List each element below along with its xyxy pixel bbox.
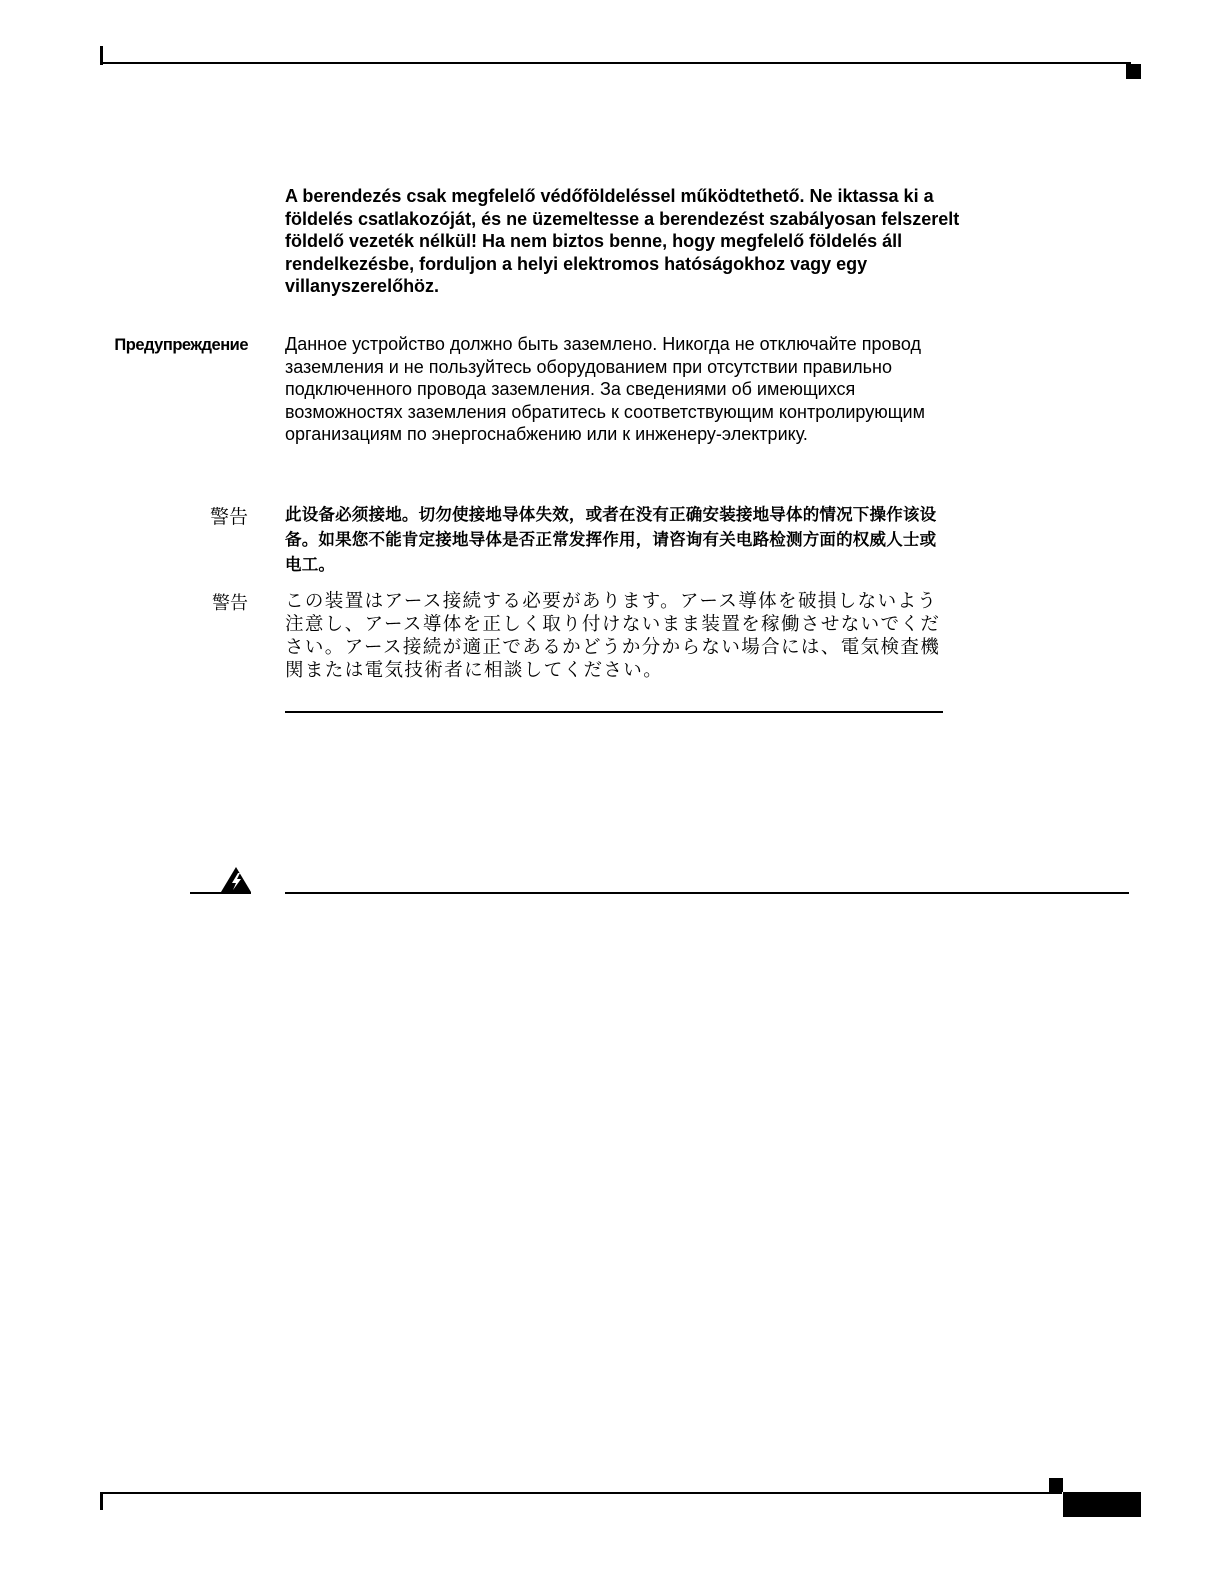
warning-end-rule <box>285 711 943 713</box>
warning-text-chinese: 此设备必须接地。切勿使接地导体失效，或者在没有正确安装接地导体的情况下操作该设备。如果您不能肯定接地导体是否正常发挥作用，请咨询有关电路检测方面的权威人士或电工。 <box>285 506 937 574</box>
warning-text-russian: Данное устройство должно быть заземлено. Никогда не отключайте провод заземления и не пользуйтесь оборудованием при отсутствии правильно подключенного провода заземления. За сведениями об имеющихся возможностях заземления обратитесь к соответствующим контролирующим организациям по энергоснабжению или к инженеру-электрику. <box>285 334 925 445</box>
header-rule <box>100 62 1131 64</box>
footer-rule <box>100 1492 1062 1494</box>
header-corner-marker <box>1126 64 1141 79</box>
warning-label-russian: Предупреждение <box>114 336 248 354</box>
warning-label-japanese: 警告 <box>212 593 248 613</box>
warning-text-japanese: この装置はアース接続する必要があります。アース導体を破損しないよう注意し、アース導体を正しく取り付けないまま装置を稼働させないでください。アース接続が適正であるかどうか分からない場合には、電気検査機関または電気技術者に相談してください。 <box>285 590 941 680</box>
warning-triangle-icon <box>219 866 253 894</box>
footer-marker <box>1049 1478 1063 1492</box>
warning-label-chinese: 警告 <box>209 507 248 528</box>
footer-page-tab <box>1063 1492 1141 1517</box>
warning-text-hungarian: A berendezés csak megfelelő védőföldeléssel működtethető. Ne iktassa ki a földelés csatlakozóját, és ne üzemeltesse a berendezést szabályosan felszerelt földelő vezeték nélkül! Ha nem biztos benne, hogy megfelelő földelés áll rendelkezésbe, forduljon a helyi elektromos hatóságokhoz vagy egy villanyszerelőhöz. <box>285 186 960 297</box>
warning-top-rule <box>285 892 1129 894</box>
warning-icon-rule <box>190 892 251 894</box>
footer-left-tick <box>100 1492 103 1510</box>
